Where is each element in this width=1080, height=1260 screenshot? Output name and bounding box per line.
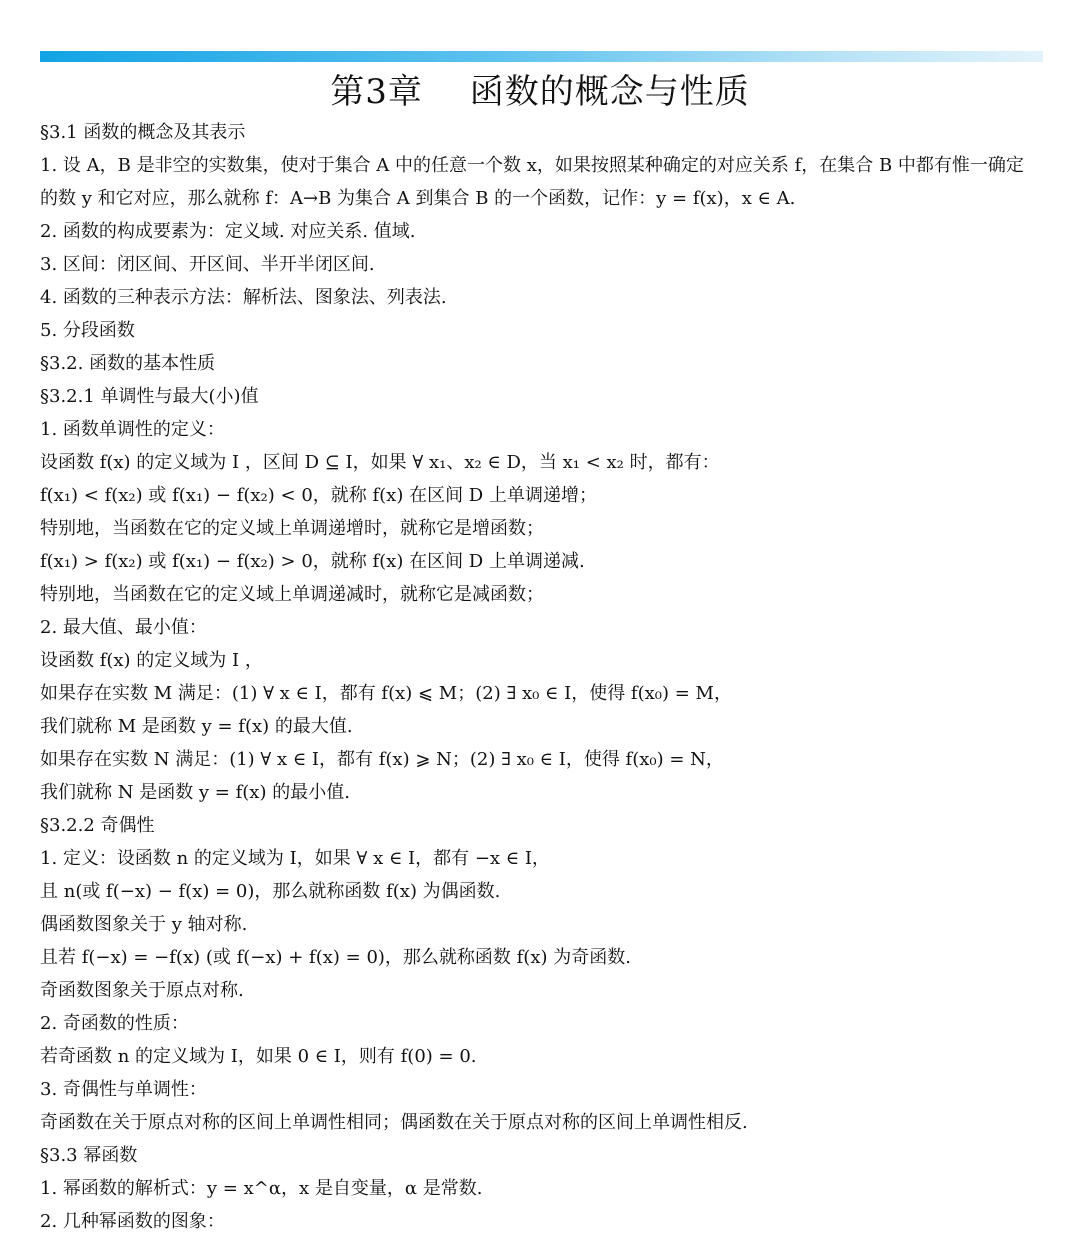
text-line: 1. 幂函数的解析式：y = x^α，x 是自变量，α 是常数. <box>40 1178 483 1199</box>
text-line: 我们就称 N 是函数 y = f(x) 的最小值. <box>40 782 350 803</box>
text-line: 偶函数图象关于 y 轴对称. <box>40 914 248 935</box>
text-line: 且 n(或 f(−x) − f(x) = 0)，那么就称函数 f(x) 为偶函数. <box>40 881 501 902</box>
text-line: 2. 最大值、最小值： <box>40 617 207 638</box>
header-accent-bar <box>40 51 1043 62</box>
text-line: 奇函数图象关于原点对称. <box>40 980 244 1001</box>
text-line: 如果存在实数 N 满足：(1) ∀ x ∈ I，都有 f(x) ⩾ N；(2) ∃ x₀ ∈ I，使得 f(x₀) = N， <box>40 749 724 770</box>
text-line: 1. 函数单调性的定义： <box>40 419 225 440</box>
text-line: 4. 函数的三种表示方法：解析法、图象法、列表法. <box>40 287 447 308</box>
text-line: 3. 区间：闭区间、开区间、半开半闭区间. <box>40 254 375 275</box>
chapter-title: 第3章 函数的概念与性质 <box>330 72 750 112</box>
text-line: 1. 定义：设函数 n 的定义域为 I，如果 ∀ x ∈ I，都有 −x ∈ I， <box>40 848 550 869</box>
section-heading: §3.3 幂函数 <box>40 1145 138 1166</box>
text-line: 1. 设 A，B 是非空的实数集，使对于集合 A 中的任意一个数 x，如果按照某种确定的对应关系 f，在集合 B 中都有惟一确定 <box>40 155 1024 176</box>
text-line: 且若 f(−x) = −f(x) (或 f(−x) + f(x) = 0)，那么就称函数 f(x) 为奇函数. <box>40 947 631 968</box>
text-line: 奇函数在关于原点对称的区间上单调性相同；偶函数在关于原点对称的区间上单调性相反. <box>40 1112 748 1133</box>
section-heading: §3.2.2 奇偶性 <box>40 815 155 836</box>
text-line: 2. 奇函数的性质： <box>40 1013 189 1034</box>
text-line: 我们就称 M 是函数 y = f(x) 的最大值. <box>40 716 353 737</box>
text-line: 2. 几种幂函数的图象： <box>40 1211 225 1232</box>
text-line: f(x₁) > f(x₂) 或 f(x₁) − f(x₂) > 0，就称 f(x) 在区间 D 上单调递减. <box>40 551 585 572</box>
text-line: 3. 奇偶性与单调性： <box>40 1079 207 1100</box>
text-line: 设函数 f(x) 的定义域为 I ， <box>40 650 263 671</box>
section-heading: §3.2. 函数的基本性质 <box>40 353 216 374</box>
text-line: 若奇函数 n 的定义域为 I，如果 0 ∈ I，则有 f(0) = 0. <box>40 1046 477 1067</box>
text-line: 特别地，当函数在它的定义域上单调递减时，就称它是减函数； <box>40 584 544 605</box>
document-body <box>40 116 1050 1238</box>
text-line: 5. 分段函数 <box>40 320 135 341</box>
text-line: 如果存在实数 M 满足：(1) ∀ x ∈ I，都有 f(x) ⩽ M；(2) ∃ x₀ ∈ I，使得 f(x₀) = M， <box>40 683 732 704</box>
text-line: 的数 y 和它对应，那么就称 f：A→B 为集合 A 到集合 B 的一个函数，记作：y = f(x)，x ∈ A. <box>40 188 796 209</box>
section-heading: §3.1 函数的概念及其表示 <box>40 122 246 143</box>
text-line: 设函数 f(x) 的定义域为 I ，区间 D ⊆ I，如果 ∀ x₁、x₂ ∈ D，当 x₁ < x₂ 时，都有： <box>40 452 720 473</box>
text-line: f(x₁) < f(x₂) 或 f(x₁) − f(x₂) < 0，就称 f(x) 在区间 D 上单调递增； <box>40 485 597 506</box>
text-line: 特别地，当函数在它的定义域上单调递增时，就称它是增函数； <box>40 518 544 539</box>
section-heading: §3.2.1 单调性与最大(小)值 <box>40 386 259 407</box>
text-line: 2. 函数的构成要素为：定义域. 对应关系. 值域. <box>40 221 416 242</box>
